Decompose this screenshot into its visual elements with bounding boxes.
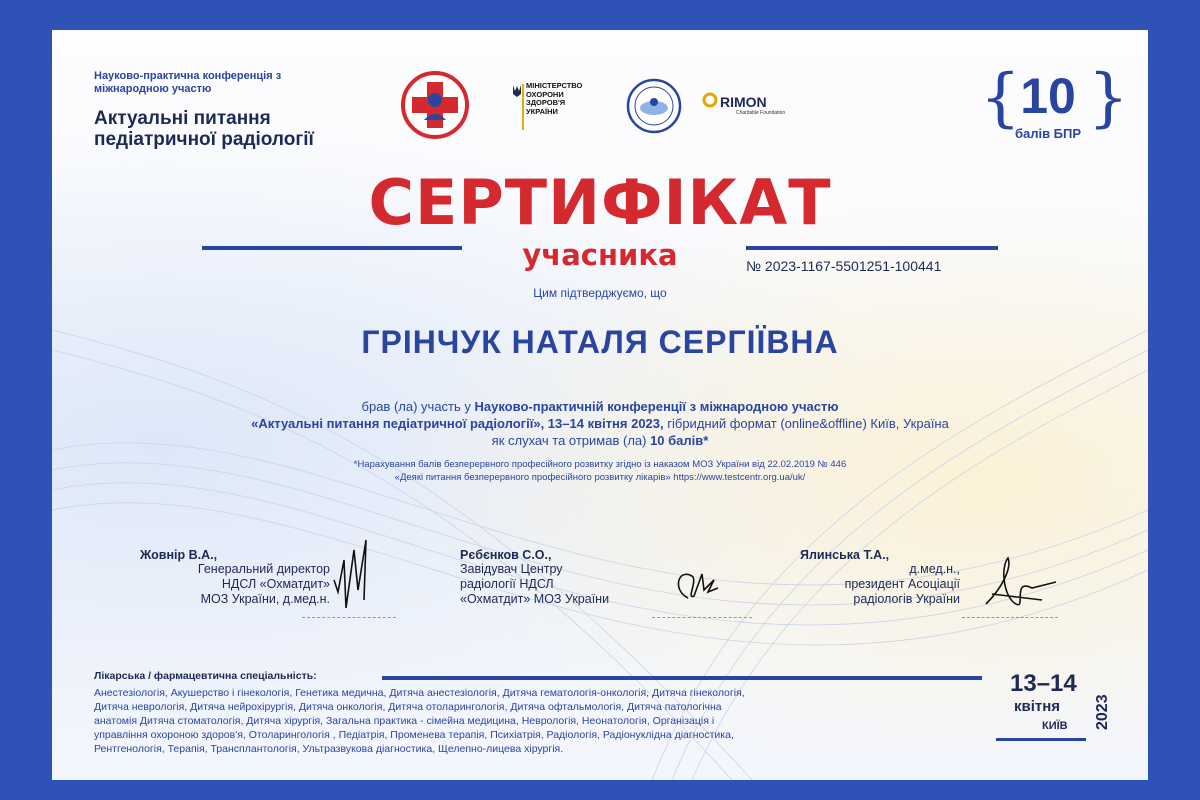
- rimon-logo-icon: [702, 92, 718, 108]
- body-text-2: гібридний формат (online&offline) Київ, Україна: [663, 416, 949, 431]
- specialties-rule: [382, 676, 982, 680]
- signatory-role-line: президент Асоціації: [844, 577, 960, 591]
- signature-line-2: [652, 616, 752, 618]
- signatory-2: [460, 548, 660, 607]
- signatory-name: Жовнір В.А.,: [140, 548, 218, 562]
- certificate-number: № 2023-1167-5501251-100441: [746, 258, 942, 274]
- confirm-text: Цим підтверджуємо, що: [533, 286, 667, 300]
- signatory-role: [140, 562, 330, 607]
- signatory-role-line: д.мед.н.,: [909, 562, 960, 576]
- body-text-1: брав (ла) участь у: [361, 399, 475, 414]
- ohmatdyt-logo: [400, 70, 470, 140]
- brace-right: }: [1088, 61, 1129, 135]
- specialties-line: управління охороною здоров'я, Отоларингологія , Педіатрія, Променева терапія, Психіатрія, Радіологія, Радіонуклідна діагностика,: [94, 729, 734, 741]
- signatory-name: Ялинська Т.А.,: [800, 548, 890, 562]
- signatory-role: [800, 562, 960, 607]
- recipient-name: ГРІНЧУК НАТАЛЯ СЕРГІЇВНА: [361, 324, 839, 360]
- certificate-title: СЕРТИФІКАТ: [368, 166, 832, 239]
- signature-3: [972, 548, 1062, 618]
- specialties-line: Дитяча неврологія, Дитяча нейрохірургія, Дитяча онкологія, Дитяча отоларингологія, Дитяча офтальмологія, Дитяча патологічна: [94, 701, 722, 713]
- signatory-role: [460, 562, 660, 607]
- specialties-heading: Лікарська / фармацевтична спеціальність:: [94, 670, 317, 682]
- signatory-role-line: радіології НДСЛ: [460, 577, 554, 591]
- signature-1: [324, 530, 384, 620]
- points-label: балів БПР: [1014, 126, 1082, 141]
- legal-note-line-2: «Деякі питання безперервного професійного розвитку лікарів» https://www.testcentr.org.ua/uk/: [394, 472, 806, 483]
- trident-icon: [512, 84, 522, 98]
- signatory-role-line: радіологів України: [853, 592, 960, 606]
- event-city: КИЇВ: [1042, 720, 1068, 732]
- signature-2: [668, 560, 728, 610]
- body-text-2-bold: «Актуальні питання педіатричної радіології», 13–14 квітня 2023,: [251, 416, 664, 431]
- event-month: квітня: [1014, 698, 1061, 715]
- certificate-paper: [52, 30, 1148, 780]
- date-rule: [996, 738, 1086, 741]
- signatory-role-line: НДСЛ «Охматдит»: [221, 577, 330, 591]
- certificate-subtitle: учасника: [522, 238, 678, 272]
- points-value: 10: [1020, 68, 1076, 124]
- signatory-1: [140, 548, 330, 607]
- signatory-role-line: Генеральний директор: [197, 562, 330, 576]
- body-text-3-bold: 10 балів*: [650, 433, 709, 448]
- specialties-list: [94, 686, 954, 756]
- event-year: 2023: [1094, 694, 1111, 730]
- specialties-line: Анестезіологія, Акушерство і гінекологія, Генетика медична, Дитяча анестезіологія, Дитяча гематологія-онкологія, Дитяча гінекологія,: [94, 687, 745, 699]
- ministry-logo-bar: [522, 84, 524, 130]
- specialties-line: Рентгенологія, Терапія, Трансплантологія, Ультразвукова діагностика, Щелепно-лицева хірургія.: [94, 743, 564, 755]
- signatory-role-line: МОЗ України, д.мед.н.: [200, 592, 330, 606]
- conference-title: Актуальні питання педіатричної радіології: [94, 108, 314, 150]
- signatory-name: Рєбєнков С.О.,: [460, 548, 552, 562]
- specialties-line: анатомія Дитяча стоматологія, Дитяча хірургія, Загальна практика - сімейна медицина, Неврологія, Неонатологія, Організація і: [94, 715, 715, 727]
- signatory-role-line: Завідувач Центру: [460, 562, 563, 576]
- conference-label: Науково-практична конференція з міжнародною участю: [94, 70, 282, 95]
- brace-left: {: [980, 61, 1021, 135]
- rimon-logo-text: RIMON: [720, 94, 767, 110]
- signatory-3: [800, 548, 960, 607]
- body-text-1-bold: Науково-практичній конференції з міжнародною участю: [474, 399, 839, 414]
- radiologists-association-logo: [624, 76, 684, 136]
- signatory-role-line: «Охматдит» МОЗ України: [460, 592, 610, 606]
- rimon-logo-subtext: Charitable Foundation: [736, 110, 786, 116]
- event-days: 13–14: [1010, 670, 1077, 697]
- legal-note-line-1: *Нарахування балів безперервного професійного розвитку згідно із наказом МОЗ України від 22.02.2019 № 446: [353, 459, 847, 470]
- body-text-3: як слухач та отримав (ла): [491, 433, 651, 448]
- legal-note: [132, 458, 1068, 484]
- participation-text: [132, 398, 1068, 449]
- ministry-logo-text: МІНІСТЕРСТВО ОХОРОНИ ЗДОРОВ'Я УКРАЇНИ: [526, 81, 583, 116]
